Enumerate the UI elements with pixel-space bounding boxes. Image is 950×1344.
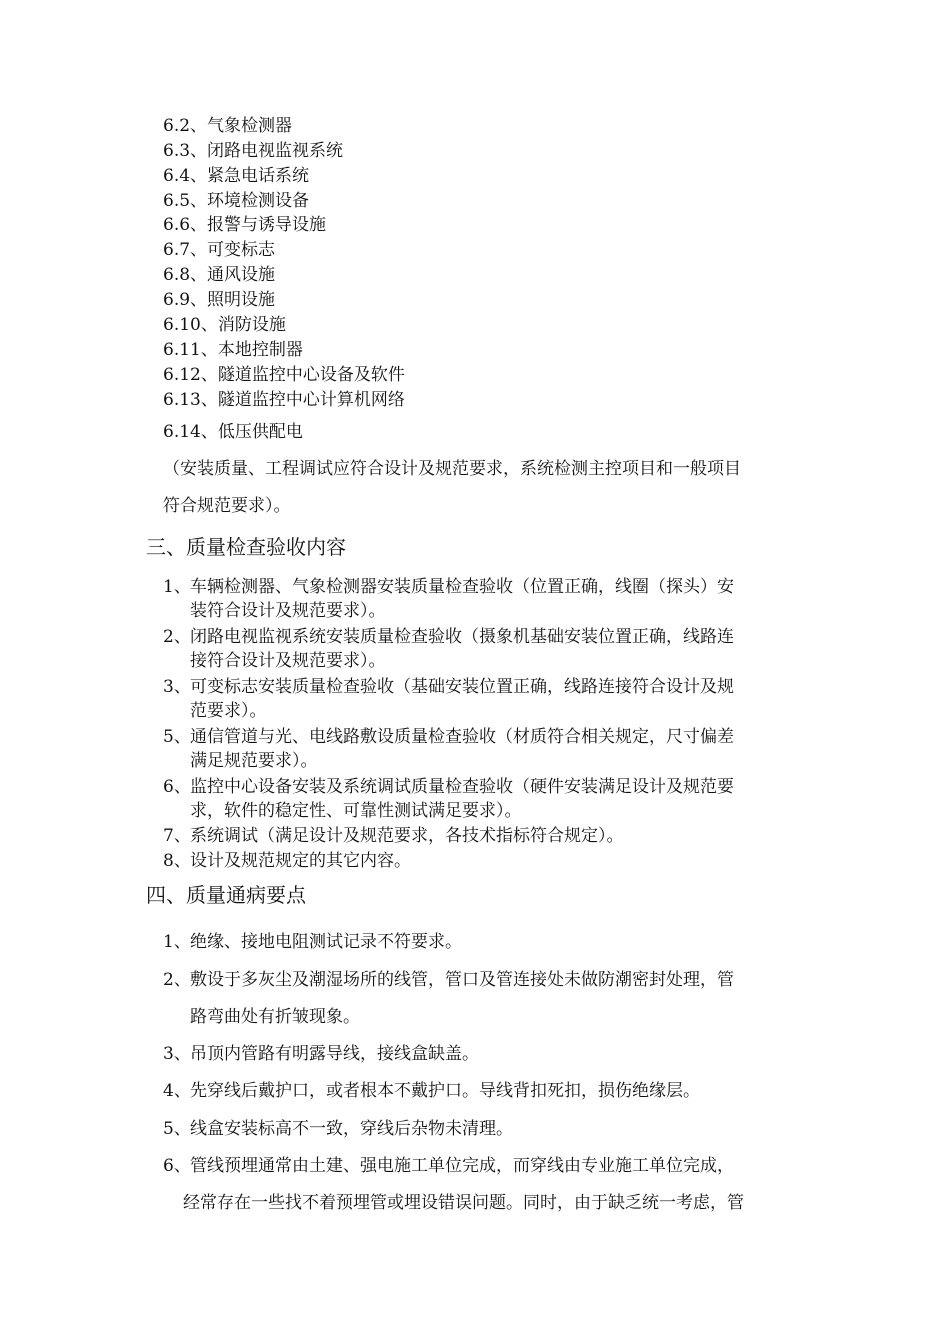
list-item-text: 线盒安装标高不一致，穿线后杂物未清理。 bbox=[190, 1119, 513, 1139]
list-item-number: 4、 bbox=[163, 1081, 191, 1101]
list-item-text: 车辆检测器、气象检测器安装质量检查验收（位置正确，线圈（探头）安 bbox=[190, 577, 734, 597]
subitem-6-2: 6.2、气象检测器 bbox=[163, 116, 293, 136]
list-item-text: 可变标志安装质量检查验收（基础安装位置正确，线路连接符合设计及规 bbox=[190, 677, 734, 697]
note-line-2: 符合规范要求）。 bbox=[163, 496, 291, 516]
list-item-text-cont: 范要求）。 bbox=[190, 701, 267, 721]
list-item-text: 绝缘、接地电阻测试记录不符要求。 bbox=[190, 932, 462, 952]
subitem-6-7: 6.7、可变标志 bbox=[163, 240, 276, 260]
subitem-6-14: 6.14、低压供配电 bbox=[163, 422, 303, 442]
list-item-number: 6、 bbox=[163, 777, 191, 797]
list-item-number: 3、 bbox=[163, 1044, 191, 1064]
section-3-title: 三、质量检查验收内容 bbox=[146, 535, 346, 559]
list-item-number: 2、 bbox=[163, 970, 191, 990]
subitem-6-8: 6.8、通风设施 bbox=[163, 265, 276, 285]
list-item-number: 5、 bbox=[163, 727, 191, 747]
list-item-text: 管线预埋通常由土建、强电施工单位完成，而穿线由专业施工单位完成， bbox=[190, 1156, 734, 1176]
subitem-6-12: 6.12、隧道监控中心设备及软件 bbox=[163, 365, 405, 385]
list-item-number: 8、 bbox=[163, 851, 191, 871]
subitem-6-9: 6.9、照明设施 bbox=[163, 290, 276, 310]
subitem-6-10: 6.10、消防设施 bbox=[163, 315, 286, 335]
list-item-text-cont: 经常存在一些找不着预埋管或埋设错误问题。同时，由于缺乏统一考虑，管 bbox=[183, 1193, 744, 1213]
list-item-text: 闭路电视监视系统安装质量检查验收（摄象机基础安装位置正确，线路连 bbox=[190, 627, 734, 647]
list-item-number: 7、 bbox=[163, 826, 191, 846]
list-item-number: 3、 bbox=[163, 677, 191, 697]
subitem-6-4: 6.4、紧急电话系统 bbox=[163, 166, 310, 186]
list-item-text: 系统调试（满足设计及规范要求，各技术指标符合规定）。 bbox=[190, 826, 624, 846]
list-item-text-cont: 路弯曲处有折皱现象。 bbox=[190, 1007, 360, 1027]
subitem-6-13: 6.13、隧道监控中心计算机网络 bbox=[163, 390, 405, 410]
list-item-text: 先穿线后戴护口，或者根本不戴护口。导线背扣死扣，损伤绝缘层。 bbox=[190, 1081, 700, 1101]
list-item-text-cont: 接符合设计及规范要求）。 bbox=[190, 651, 386, 671]
list-item-number: 5、 bbox=[163, 1119, 191, 1139]
list-item-text: 敷设于多灰尘及潮湿场所的线管，管口及管连接处未做防潮密封处理，管 bbox=[190, 970, 734, 990]
list-item-number: 1、 bbox=[163, 577, 191, 597]
list-item-number: 6、 bbox=[163, 1156, 191, 1176]
subitem-6-6: 6.6、报警与诱导设施 bbox=[163, 215, 327, 235]
list-item-number: 2、 bbox=[163, 627, 191, 647]
list-item-text: 监控中心设备安装及系统调试质量检查验收（硬件安装满足设计及规范要 bbox=[190, 777, 734, 797]
note-line-1: （安装质量、工程调试应符合设计及规范要求，系统检测主控项目和一般项目 bbox=[163, 459, 741, 479]
subitem-6-11: 6.11、本地控制器 bbox=[163, 340, 303, 360]
list-item-text: 通信管道与光、电线路敷设质量检查验收（材质符合相关规定，尺寸偏差 bbox=[190, 727, 734, 747]
section-4-title: 四、质量通病要点 bbox=[146, 883, 306, 907]
subitem-6-5: 6.5、环境检测设备 bbox=[163, 191, 310, 211]
list-item-text: 吊顶内管路有明露导线，接线盒缺盖。 bbox=[190, 1044, 479, 1064]
subitem-6-3: 6.3、闭路电视监视系统 bbox=[163, 141, 344, 161]
list-item-text-cont: 满足规范要求）。 bbox=[190, 751, 318, 771]
list-item-number: 1、 bbox=[163, 932, 191, 952]
list-item-text: 设计及规范规定的其它内容。 bbox=[190, 851, 411, 871]
list-item-text-cont: 装符合设计及规范要求）。 bbox=[190, 601, 386, 621]
list-item-text-cont: 求，软件的稳定性、可靠性测试满足要求）。 bbox=[190, 801, 522, 821]
